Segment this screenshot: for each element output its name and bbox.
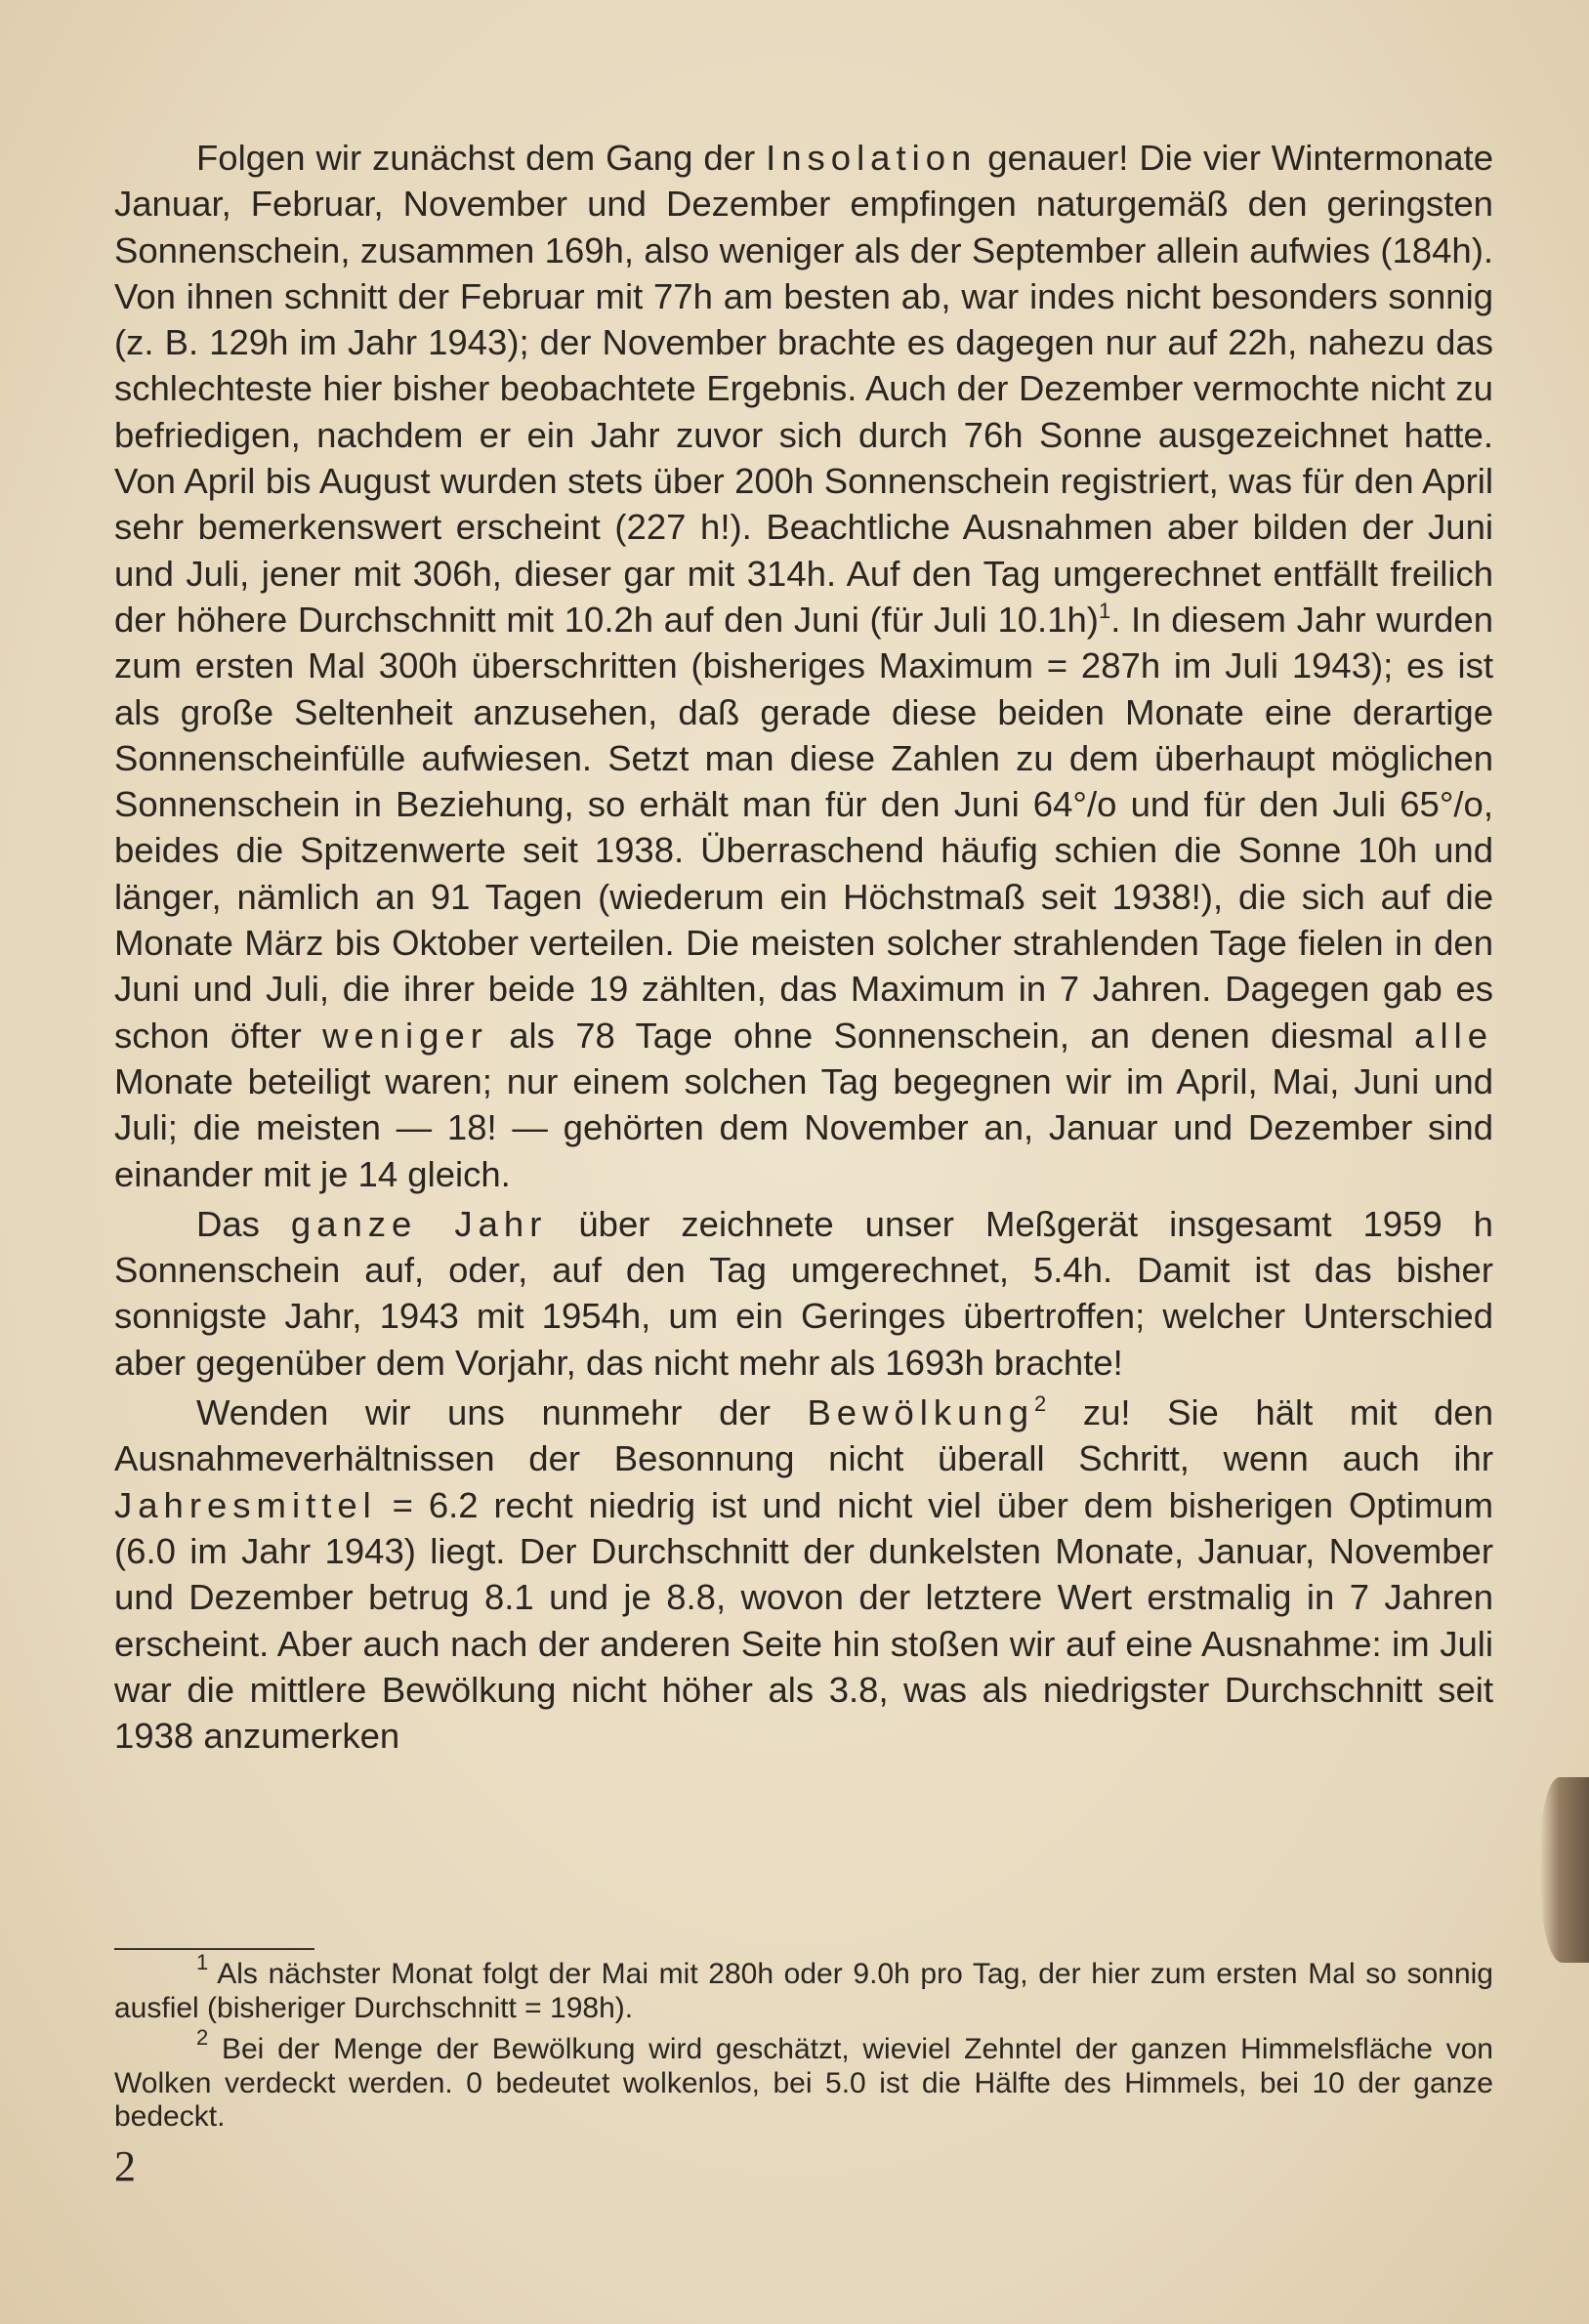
footnote-text-1: Als nächster Monat folgt der Mai mit 280h oder 9.0h pro Tag, der hier zum ersten Mal so sonnig ausfiel (bisheriger Durchschnitt = 198h). <box>114 1958 1493 2024</box>
emphasis-bewoelkung: Bewölkung <box>807 1392 1035 1433</box>
text-run: über zeichnete unser Meßgerät insgesamt 1959 h Sonnenschein auf, oder, auf den Tag umgerechnet, 5.4h. Damit ist das bisher sonnigste Jahr, 1943 mit 1954h, um ein Geringes übertroffen; welcher Unterschied aber gegenüber dem Vorjahr, das nicht mehr als 1693h brachte! <box>114 1203 1493 1383</box>
paragraph-bewoelkung <box>114 1390 1493 1759</box>
text-run: genauer! Die vier Wintermonate Januar, Februar, November und Dezember empfingen naturgemäß den geringsten Sonnenschein, zusammen 169h, also weniger als der September allein aufwies (184h). Von ihnen schnitt der Februar mit 77h am besten ab, war indes nicht besonders sonnig (z. B. 129h im Jahr 1943); der November brachte es dagegen nur auf 22h, nahezu das schlechteste hier bisher beobachtete Ergebnis. Auch der Dezember vermochte nicht zu befriedigen, nachdem er ein Jahr zuvor sich durch 76h Sonne ausgezeichnet hatte. Von April bis August wurden stets über 200h Sonnenschein registriert, was für den April sehr bemerkenswert erscheint (227 h!). Beachtliche Ausnahmen aber bilden der Juni und Juli, jener mit 306h, dieser gar mit 314h. Auf den Tag umgerechnet entfällt freilich der höhere Durchschnitt mit 10.2h auf den Juni (für Juli 10.1h) <box>114 138 1494 640</box>
footnote-ref-1: 1 <box>1098 598 1111 623</box>
text-run: Folgen wir zunächst dem Gang der <box>196 138 767 178</box>
emphasis-insolation: Insolation <box>766 138 978 178</box>
footnote-divider <box>114 1948 314 1950</box>
footnote-text-2: Bei der Menge der Bewölkung wird geschätzt, wieviel Zehntel der ganzen Himmelsfläche von Wolken verdeckt werden. 0 bedeutet wolkenlos, bei 5.0 ist die Hälfte des Himmels, bei 10 der ganze bedeckt. <box>114 2033 1493 2133</box>
text-run: zu! Sie hält mit den Ausnahmeverhältnissen der Besonnung nicht überall Schritt, wenn auch ihr <box>114 1392 1493 1479</box>
paper-edge-damage <box>1540 1777 1589 1963</box>
text-run: . In diesem Jahr wurden zum ersten Mal 300h überschritten (bisheriges Maximum = 287h im Juli 1943); es ist als große Seltenheit anzusehen, daß gerade diese beiden Monate eine derartige Sonnenscheinfülle aufwiesen. Setzt man diese Zahlen zu dem überhaupt möglichen Sonnenschein in Beziehung, so erhält man für den Juni 64°/o und für den Juli 65°/o, beides die Spitzenwerte seit 1938. Überraschend häufig schien die Sonne 10h und länger, nämlich an 91 Tagen (wiederum ein Höchstmaß seit 1938!), die sich auf die Monate März bis Oktober verteilen. Die meisten solcher strahlenden Tage fielen in den Juni und Juli, die ihrer beide 19 zählten, das Maximum in 7 Jahren. Dagegen gab es schon öfter <box>114 599 1493 1056</box>
footnote-mark-1: 1 <box>196 1950 209 1974</box>
footnote-ref-2: 2 <box>1034 1391 1047 1417</box>
emphasis-ganze-jahr: ganze Jahr <box>290 1203 548 1244</box>
emphasis-jahresmittel: Jahresmittel <box>114 1484 377 1525</box>
text-run: Das <box>196 1203 291 1244</box>
text-run: Monate beteiligt waren; nur einem solchen Tag begegnen wir im April, Mai, Juni und Juli; die meisten — 18! — gehörten dem November an, Januar und Dezember sind einander mit je 14 gleich. <box>114 1060 1493 1194</box>
footnote-1 <box>114 1950 1493 2025</box>
text-run: = 6.2 recht niedrig ist und nicht viel über dem bisherigen Optimum (6.0 im Jahr 1943) liegt. Der Durchschnitt der dunkelsten Monate, Januar, November und Dezember betrug 8.1 und je 8.8, wovon der letztere Wert erstmalig in 7 Jahren erscheint. Aber auch nach der anderen Seite hin stoßen wir auf eine Ausnahme: im Juli war die mittlere Bewölkung nicht höher als 3.8, was als niedrigster Durchschnitt seit 1938 anzumerken <box>114 1484 1493 1757</box>
main-text <box>114 135 1493 1759</box>
footnote-2 <box>114 2025 1493 2135</box>
paragraph-insolation <box>114 135 1493 1197</box>
emphasis-alle: alle <box>1414 1015 1493 1056</box>
paragraph-ganzes-jahr <box>114 1201 1493 1386</box>
text-run: als 78 Tage ohne Sonnenschein, an denen diesmal <box>487 1015 1415 1056</box>
footnotes <box>114 1950 1493 2142</box>
footnote-mark-2: 2 <box>196 2025 209 2050</box>
text-run: Wenden wir uns nunmehr der <box>196 1392 808 1433</box>
emphasis-weniger: weniger <box>322 1015 488 1056</box>
page-number: 2 <box>114 2142 136 2190</box>
